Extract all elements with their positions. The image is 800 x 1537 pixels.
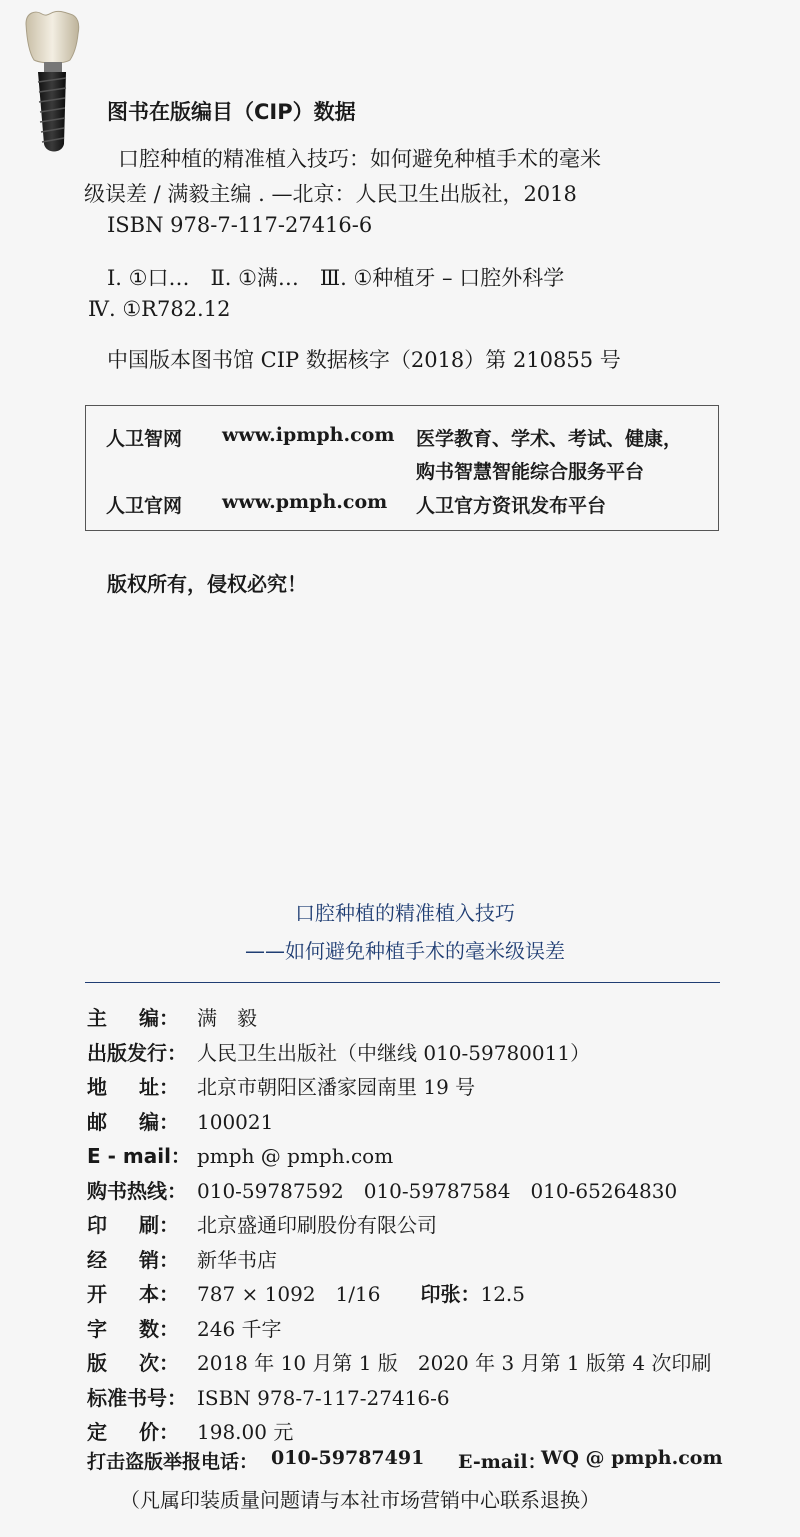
detail-value-text: 198.00 元 <box>197 1420 294 1444</box>
piracy-label: 打击盗版举报电话： <box>87 1451 259 1473</box>
detail-label <box>87 1279 179 1309</box>
detail-label <box>87 1176 191 1206</box>
detail-value <box>197 1383 450 1413</box>
detail-value <box>197 1210 437 1240</box>
detail-value <box>197 1107 273 1137</box>
detail-label <box>87 1141 191 1171</box>
detail-value <box>197 1348 711 1378</box>
detail-extra-label: 印张： <box>420 1282 481 1306</box>
website-info-box <box>85 405 719 531</box>
piracy-email[interactable]: WQ @ pmph.com <box>541 1447 723 1469</box>
piracy-phone: 010-59787491 <box>271 1447 425 1469</box>
website-desc-ipmph-line2: 购书智慧智能综合服务平台 <box>416 461 645 483</box>
detail-value <box>197 1314 282 1344</box>
book-title-main: 口腔种植的精准植入技巧 <box>295 901 515 925</box>
detail-label-char: 经 <box>87 1247 107 1272</box>
detail-value-text: 北京盛通印刷股份有限公司 <box>197 1213 437 1237</box>
detail-value <box>197 1003 257 1033</box>
detail-label <box>87 1314 179 1344</box>
website-name-ipmph: 人卫智网 <box>106 428 183 450</box>
detail-label-char: 地 <box>87 1075 107 1099</box>
detail-value-text: 新华书店 <box>197 1247 277 1272</box>
cip-isbn: ISBN 978-7-117-27416-6 <box>107 213 373 237</box>
book-title-sub: ——如何避免种植手术的毫米级误差 <box>245 939 565 963</box>
detail-value-text: 246 千字 <box>197 1316 282 1341</box>
detail-label-char: 邮 <box>87 1109 107 1134</box>
detail-label-char: 编： <box>139 1006 179 1030</box>
detail-label-char: 主 <box>87 1006 107 1030</box>
copyright-notice: 版权所有，侵权必究！ <box>107 572 307 596</box>
cip-library-line: 中国版本图书馆 CIP 数据核字（2018）第 210855 号 <box>107 348 621 372</box>
detail-label-char: 刷： <box>139 1213 179 1237</box>
detail-label-text: 出版发行： <box>87 1040 187 1065</box>
detail-label-char: 编： <box>139 1109 179 1134</box>
dental-implant-logo <box>20 8 84 158</box>
cip-classification-line2: Ⅳ. ①R782.12 <box>88 297 231 321</box>
website-desc-ipmph: 医学教育、学术、考试、健康， <box>416 428 683 450</box>
detail-value-text: 010-59787592 010-59787584 010-65264830 <box>197 1178 678 1203</box>
quality-notice: （凡属印装质量问题请与本社市场营销中心联系退换） <box>120 1488 600 1512</box>
detail-value-text: 2018 年 10 月第 1 版 2020 年 3 月第 1 版第 4 次印刷 <box>197 1351 712 1375</box>
detail-label <box>87 1348 179 1378</box>
detail-value <box>197 1072 475 1102</box>
detail-label-char: 定 <box>87 1420 107 1444</box>
detail-value-text: 北京市朝阳区潘家园南里 19 号 <box>197 1075 476 1099</box>
detail-value <box>197 1141 393 1171</box>
detail-label-char: 销： <box>139 1247 179 1272</box>
detail-label <box>87 1107 179 1137</box>
detail-label <box>87 1383 191 1413</box>
website-url-ipmph[interactable]: www.ipmph.com <box>222 424 395 446</box>
detail-value <box>197 1417 293 1447</box>
website-desc-pmph: 人卫官方资讯发布平台 <box>416 495 607 517</box>
detail-extra-value: 12.5 <box>480 1282 525 1306</box>
detail-label-char: 址： <box>139 1075 179 1099</box>
detail-label-char: 价： <box>139 1420 179 1444</box>
detail-label-text: E - mail： <box>87 1144 191 1168</box>
detail-label <box>87 1245 179 1275</box>
detail-value <box>197 1038 590 1068</box>
detail-label-text: 购书热线： <box>87 1178 187 1203</box>
cip-classification-line1: Ⅰ. ①口… Ⅱ. ①满… Ⅲ. ①种植牙 – 口腔外科学 <box>107 266 565 290</box>
detail-label-char: 印 <box>87 1213 107 1237</box>
cip-title-line2: 级误差 / 满毅主编 . —北京：人民卫生出版社，2018 <box>84 182 577 206</box>
detail-label-char: 字 <box>87 1316 107 1341</box>
detail-label <box>87 1210 179 1240</box>
detail-label <box>87 1038 191 1068</box>
detail-value-text: pmph @ pmph.com <box>197 1144 394 1168</box>
detail-label-text: 标准书号： <box>87 1385 187 1410</box>
detail-value-text: 满 毅 <box>197 1006 257 1030</box>
cip-heading: 图书在版编目（CIP）数据 <box>107 100 356 124</box>
detail-value-text: 787 × 1092 1/16 <box>197 1282 421 1306</box>
detail-label-char: 版 <box>87 1351 107 1375</box>
cip-title-line1: 口腔种植的精准植入技巧：如何避免种植手术的毫米 <box>118 147 601 171</box>
piracy-email-label: E-mail： <box>458 1451 547 1473</box>
detail-value <box>197 1176 677 1206</box>
detail-value <box>197 1245 277 1275</box>
title-divider <box>85 982 720 983</box>
detail-value-text: 100021 <box>197 1109 274 1134</box>
detail-label <box>87 1003 179 1033</box>
website-name-pmph: 人卫官网 <box>106 495 183 517</box>
detail-value-text: ISBN 978-7-117-27416-6 <box>197 1385 450 1410</box>
detail-label-char: 本： <box>139 1282 179 1306</box>
detail-label <box>87 1417 179 1447</box>
website-url-pmph[interactable]: www.pmph.com <box>222 491 388 513</box>
detail-label-char: 数： <box>139 1316 179 1341</box>
detail-label-char: 次： <box>139 1351 179 1375</box>
detail-label <box>87 1072 179 1102</box>
detail-value-text: 人民卫生出版社（中继线 010-59780011） <box>197 1040 591 1065</box>
detail-value <box>197 1279 525 1309</box>
detail-label-char: 开 <box>87 1282 107 1306</box>
